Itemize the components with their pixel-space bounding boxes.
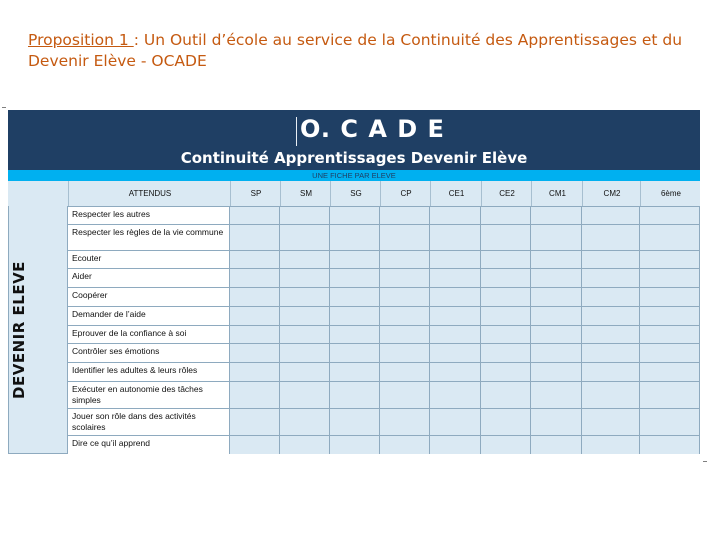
- column-header: SM: [280, 181, 331, 206]
- grade-cell[interactable]: [330, 382, 380, 408]
- table-row: [68, 343, 700, 362]
- grade-cell[interactable]: [582, 326, 640, 343]
- grade-cell[interactable]: [640, 409, 700, 435]
- row-label: Identifier les adultes & leurs rôles: [68, 363, 230, 381]
- row-label: Aider: [68, 269, 230, 287]
- grade-cell[interactable]: [230, 225, 280, 250]
- grade-cell[interactable]: [640, 363, 700, 381]
- grade-cell[interactable]: [380, 251, 430, 268]
- grade-cell[interactable]: [380, 363, 430, 381]
- column-header: CP: [380, 181, 431, 206]
- grade-cell[interactable]: [380, 382, 430, 408]
- sheet-main-title: O. C A D E: [300, 115, 445, 143]
- grade-cell[interactable]: [280, 363, 330, 381]
- grade-cell[interactable]: [531, 436, 582, 454]
- table-row: [68, 435, 700, 454]
- grade-cell[interactable]: [481, 382, 531, 408]
- grade-cell[interactable]: [582, 269, 640, 287]
- grade-cell[interactable]: [481, 269, 531, 287]
- grade-cell[interactable]: [582, 225, 640, 250]
- grade-cell[interactable]: [430, 436, 481, 454]
- grade-cell[interactable]: [531, 251, 582, 268]
- column-header: SG: [330, 181, 381, 206]
- grade-cell[interactable]: [430, 288, 481, 306]
- grade-cell[interactable]: [481, 207, 531, 224]
- table-row: [68, 224, 700, 250]
- grade-cell[interactable]: [531, 307, 582, 325]
- grade-cell[interactable]: [481, 251, 531, 268]
- row-label: Jouer son rôle dans des activités scolaires: [68, 409, 230, 435]
- grade-cell[interactable]: [481, 344, 531, 362]
- grade-cell[interactable]: [330, 251, 380, 268]
- grade-cell[interactable]: [531, 326, 582, 343]
- grade-cell[interactable]: [640, 382, 700, 408]
- grade-cell[interactable]: [330, 288, 380, 306]
- grade-cell[interactable]: [280, 225, 330, 250]
- grade-cell[interactable]: [481, 436, 531, 454]
- text-cursor: [296, 117, 297, 146]
- grade-cell[interactable]: [531, 207, 582, 224]
- row-label: Dire ce qu’il apprend: [68, 436, 230, 454]
- grade-cell[interactable]: [640, 207, 700, 224]
- grade-cell[interactable]: [430, 382, 481, 408]
- grade-cell[interactable]: [582, 307, 640, 325]
- row-label: Eprouver de la confiance à soi: [68, 326, 230, 343]
- grade-cell[interactable]: [430, 251, 481, 268]
- grade-cell[interactable]: [230, 269, 280, 287]
- grade-cell[interactable]: [481, 409, 531, 435]
- grade-cell[interactable]: [430, 307, 481, 325]
- grade-cell[interactable]: [280, 382, 330, 408]
- title-rest: : Un Outil d’école au service de la Continuité des Apprentissages et du Devenir Elève - OCADE: [28, 31, 683, 70]
- column-header: ATTENDUS: [68, 181, 231, 206]
- grade-cell[interactable]: [531, 409, 582, 435]
- grade-cell[interactable]: [430, 326, 481, 343]
- grade-cell[interactable]: [531, 269, 582, 287]
- grade-cell[interactable]: [582, 409, 640, 435]
- grade-cell[interactable]: [380, 207, 430, 224]
- grade-cell[interactable]: [582, 251, 640, 268]
- grade-cell[interactable]: [430, 269, 481, 287]
- slide-title: [28, 30, 708, 72]
- grade-cell[interactable]: [230, 307, 280, 325]
- title-prefix: Proposition 1: [28, 31, 134, 49]
- grade-cell[interactable]: [430, 409, 481, 435]
- row-label: Ecouter: [68, 251, 230, 268]
- table-row: [68, 381, 700, 408]
- grade-cell[interactable]: [380, 409, 430, 435]
- table-row: [68, 362, 700, 381]
- grade-cell[interactable]: [380, 288, 430, 306]
- grade-cell[interactable]: [230, 344, 280, 362]
- grade-cell[interactable]: [531, 382, 582, 408]
- row-label: Respecter les autres: [68, 207, 230, 224]
- grade-cell[interactable]: [330, 326, 380, 343]
- grade-cell[interactable]: [582, 382, 640, 408]
- grade-cell[interactable]: [230, 288, 280, 306]
- row-label: Respecter les règles de la vie commune: [68, 225, 230, 250]
- grade-cell[interactable]: [640, 344, 700, 362]
- grade-cell[interactable]: [230, 436, 280, 454]
- sheet-banner: [8, 110, 700, 170]
- grade-cell[interactable]: [582, 288, 640, 306]
- grade-cell[interactable]: [330, 307, 380, 325]
- grade-cell[interactable]: [280, 436, 330, 454]
- grade-cell[interactable]: [280, 409, 330, 435]
- grade-cell[interactable]: [481, 326, 531, 343]
- grade-cell[interactable]: [640, 288, 700, 306]
- column-header: CM2: [582, 181, 641, 206]
- grade-cell[interactable]: [640, 307, 700, 325]
- grade-cell[interactable]: [380, 225, 430, 250]
- grade-cell[interactable]: [582, 363, 640, 381]
- table-row: [68, 250, 700, 268]
- grade-cell[interactable]: [430, 344, 481, 362]
- grade-cell[interactable]: [230, 251, 280, 268]
- grade-cell[interactable]: [330, 409, 380, 435]
- grade-cell[interactable]: [230, 363, 280, 381]
- grade-cell[interactable]: [380, 436, 430, 454]
- grade-cell[interactable]: [481, 307, 531, 325]
- row-label: Contrôler ses émotions: [68, 344, 230, 362]
- grade-cell[interactable]: [230, 326, 280, 343]
- grade-cell[interactable]: [640, 225, 700, 250]
- grade-cell[interactable]: [280, 251, 330, 268]
- grade-cell[interactable]: [230, 382, 280, 408]
- table-row: [68, 408, 700, 435]
- grade-cell[interactable]: [481, 363, 531, 381]
- edge-tick: [2, 107, 6, 108]
- grade-cell[interactable]: [330, 344, 380, 362]
- column-header: CM1: [531, 181, 583, 206]
- grade-cell[interactable]: [230, 409, 280, 435]
- grade-cell[interactable]: [640, 436, 700, 454]
- column-header: CE1: [430, 181, 482, 206]
- sheet-subtitle: Continuité Apprentissages Devenir Elève: [180, 149, 528, 167]
- grade-cell[interactable]: [280, 307, 330, 325]
- grade-cell[interactable]: [582, 344, 640, 362]
- grade-cell[interactable]: [430, 225, 481, 250]
- grade-cell[interactable]: [380, 344, 430, 362]
- grade-cell[interactable]: [330, 436, 380, 454]
- grade-cell[interactable]: [330, 225, 380, 250]
- grade-cell[interactable]: [531, 225, 582, 250]
- grade-cell[interactable]: [430, 363, 481, 381]
- grade-cell[interactable]: [280, 269, 330, 287]
- grade-cell[interactable]: [380, 307, 430, 325]
- grade-cell[interactable]: [280, 344, 330, 362]
- grade-cell[interactable]: [481, 225, 531, 250]
- grade-cell[interactable]: [481, 288, 531, 306]
- grade-cell[interactable]: [380, 326, 430, 343]
- grade-cell[interactable]: [330, 207, 380, 224]
- column-header: CE2: [481, 181, 532, 206]
- grade-cell[interactable]: [582, 436, 640, 454]
- grade-cell[interactable]: [380, 269, 430, 287]
- column-header: SP: [230, 181, 281, 206]
- grade-cell[interactable]: [280, 326, 330, 343]
- row-label: Coopérer: [68, 288, 230, 306]
- edge-tick: [703, 461, 707, 462]
- side-label-text: DEVENIR ELEVE: [10, 261, 28, 399]
- row-label: Exécuter en autonomie des tâches simples: [68, 382, 230, 408]
- grade-cell[interactable]: [280, 288, 330, 306]
- sheet-bar: UNE FICHE PAR ELEVE: [8, 170, 700, 181]
- grade-cell[interactable]: [531, 363, 582, 381]
- grade-cell[interactable]: [531, 288, 582, 306]
- grade-cell[interactable]: [640, 326, 700, 343]
- column-header: 6ème: [640, 181, 701, 206]
- grade-cell[interactable]: [640, 269, 700, 287]
- table-row: [68, 325, 700, 343]
- grade-cell[interactable]: [280, 207, 330, 224]
- grade-cell[interactable]: [582, 207, 640, 224]
- grade-cell[interactable]: [531, 344, 582, 362]
- table-row: [68, 206, 700, 224]
- grade-cell[interactable]: [430, 207, 481, 224]
- table-row: [68, 268, 700, 287]
- row-label: Demander de l’aide: [68, 307, 230, 325]
- grade-cell[interactable]: [330, 269, 380, 287]
- table-row: [68, 287, 700, 306]
- grade-cell[interactable]: [230, 207, 280, 224]
- table-row: [68, 306, 700, 325]
- grade-cell[interactable]: [640, 251, 700, 268]
- grade-cell[interactable]: [330, 363, 380, 381]
